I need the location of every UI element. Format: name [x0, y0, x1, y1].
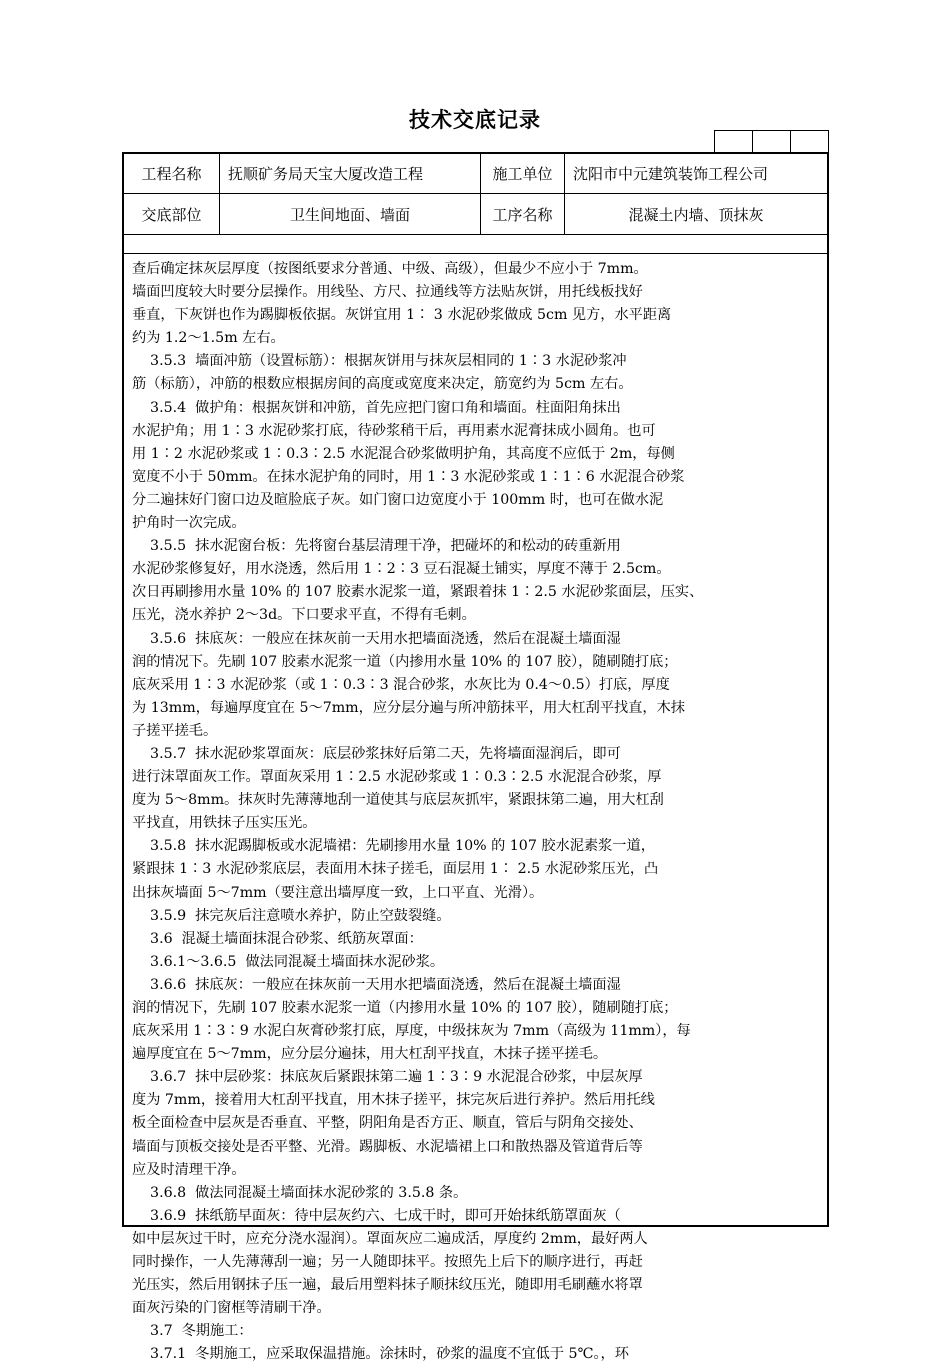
content-line: 墙面凹度较大时要分层操作。用线坠、方尺、拉通线等方法贴灰饼，用托线板找好	[132, 284, 643, 301]
content-line: 遍厚度宜在 5～7mm，应分层分遍抹，用大杠刮平找直，木抹子搓平搓毛。	[132, 1046, 608, 1063]
content-line: 水泥护角；用 1∶3 水泥砂浆打底，待砂浆稍干后，再用素水泥膏抹成小圆角。也可	[132, 422, 656, 439]
row-divider	[124, 253, 827, 254]
content-line: 度为 7mm，接着用大杠刮平找直，用木抹子搓平，抹完灰后进行养护。然后用托线	[132, 1092, 655, 1109]
content-line: 分二遍抹好门窗口边及暄脸底子灰。如门窗口边宽度小于 100mm 时，也可在做水泥	[132, 491, 664, 508]
content-line: 筋（标筋），冲筋的根数应根据房间的高度或宽度来决定，筋宽约为 5cm 左右。	[132, 376, 633, 393]
content-line: 3.5.4 做护角：根据灰饼和冲筋，首先应把门窗口角和墙面。柱面阳角抹出	[132, 399, 621, 416]
content-line: 用 1∶2 水泥砂浆或 1∶0.3∶2.5 水泥混合砂浆做明护角，其高度不应低于 2m，每侧	[132, 445, 675, 462]
content-line: 润的情况下，先刷 107 胶素水泥浆一道（内掺用水量 10% 的 107 胶），随刷随打底；	[132, 1000, 678, 1016]
document-title: 技术交底记录	[409, 108, 541, 132]
handover-part-label: 交底部位	[141, 205, 202, 224]
process-name-label: 工序名称	[492, 205, 553, 224]
record-number-box-2	[752, 130, 791, 152]
content-line: 底灰采用 1∶3 水泥砂浆（或 1∶0.3∶3 混合砂浆，水灰比为 0.4～0.5）打底，厚度	[132, 676, 670, 693]
content-line: 3.6.9 抹纸筋早面灰：待中层灰约六、七成干时，即可开始抹纸筋罩面灰（	[132, 1207, 621, 1224]
content-line: 宽度不小于 50mm。在抹水泥护角的同时，用 1∶3 水泥砂浆或 1∶1∶6 水泥混合砂浆	[132, 468, 685, 485]
content-line: 3.6.6 抹底灰：一般应在抹灰前一天用水把墙面浇透，然后在混凝土墙面湿	[132, 976, 621, 993]
record-number-box-3	[790, 130, 829, 152]
process-name-value: 混凝土内墙、顶抹灰	[628, 205, 764, 224]
record-number-box-1	[714, 130, 753, 152]
content-line: 3.7 冬期施工：	[132, 1323, 253, 1340]
content-line: 3.5.7 抹水泥砂浆罩面灰：底层砂浆抹好后第二天，先将墙面湿润后，即可	[132, 745, 621, 762]
construction-unit-value: 沈阳市中元建筑装饰工程公司	[573, 165, 769, 183]
content-line: 同时操作，一人先薄薄刮一遍；另一人随即抹平。按照先上后下的顺序进行，再赶	[132, 1254, 643, 1271]
handover-content	[132, 258, 822, 1367]
content-line: 压光，浇水养护 2～3d。下口要求平直，不得有毛刺。	[132, 607, 476, 624]
content-line: 面灰污染的门窗框等清刷干净。	[132, 1300, 331, 1317]
row-divider	[124, 234, 827, 235]
content-line: 墙面与顶板交接处是否平整、光滑。踢脚板、水泥墙裙上口和散热器及管道背后等	[132, 1138, 643, 1155]
content-line: 如中层灰过干时，应充分浇水湿润）。罩面灰应二遍成活，厚度约 2mm，最好两人	[132, 1230, 648, 1247]
project-name-label: 工程名称	[141, 165, 202, 183]
content-line: 子搓平搓毛。	[132, 722, 218, 739]
content-line: 垂直，下灰饼也作为踢脚板依据。灰饼宜用 1∶ 3 水泥砂浆做成 5cm 见方，水平距离	[132, 307, 672, 324]
content-line: 水泥砂浆修复好，用水浇透，然后用 1∶2∶3 豆石混凝土铺实，厚度不薄于 2.5cm。	[132, 561, 671, 578]
project-name-value: 抚顺矿务局天宝大厦改造工程	[228, 165, 424, 183]
record-table	[122, 152, 829, 1363]
content-line: 润的情况下。先刷 107 胶素水泥浆一道（内掺用水量 10% 的 107 胶），随刷随打底；	[132, 653, 678, 670]
content-line: 3.5.6 抹底灰：一般应在抹灰前一天用水把墙面浇透，然后在混凝土墙面湿	[132, 630, 621, 647]
content-line: 3.6.1～3.6.5 做法同混凝土墙面抹水泥砂浆。	[132, 953, 445, 970]
content-line: 3.5.8 抹水泥踢脚板或水泥墙裙：先刷掺用水量 10% 的 107 胶水泥素浆一道，	[132, 838, 655, 855]
content-line: 次日再刷掺用水量 10% 的 107 胶素水泥浆一道，紧跟着抹 1∶2.5 水泥砂浆面层，压实、	[132, 584, 704, 601]
content-line: 紧跟抹 1∶3 水泥砂浆底层，表面用木抹子搓毛，面层用 1∶ 2.5 水泥砂浆压光，凸	[132, 861, 659, 878]
content-line: 查后确定抹灰层厚度（按图纸要求分普通、中级、高级），但最少不应小于 7mm。	[132, 261, 648, 277]
content-line: 应及时清理干净。	[132, 1161, 246, 1178]
content-line: 底灰采用 1∶3∶9 水泥白灰膏砂浆打底，厚度，中级抹灰为 7mm（高级为 11mm），每	[132, 1023, 691, 1040]
content-line: 护角时一次完成。	[132, 515, 246, 532]
content-line: 3.5.3 墙面冲筋（设置标筋）：根据灰饼用与抹灰层相同的 1∶3 水泥砂浆冲	[132, 353, 627, 370]
content-line: 板全面检查中层灰是否垂直、平整，阴阳角是否方正、顺直，管后与阴角交接处、	[132, 1115, 643, 1132]
content-line: 3.7.1 冬期施工，应采取保温措施。涂抹时，砂浆的温度不宜低于 5℃。，环	[132, 1346, 629, 1363]
content-line: 平找直，用铁抹子压实压光。	[132, 815, 317, 832]
content-line: 度为 5～8mm。抹灰时先薄薄地刮一道使其与底层灰抓牢，紧跟抹第二遍，用大杠刮	[132, 792, 664, 809]
content-line: 为 13mm，每遍厚度宜在 5～7mm，应分层分遍与所冲筋抹平，用大杠刮平找直，木抹	[132, 699, 685, 716]
content-line: 光压实，然后用钢抹子压一遍，最后用塑料抹子顺抹纹压光，随即用毛刷蘸水将罩	[132, 1277, 643, 1294]
content-line: 3.6.8 做法同混凝土墙面抹水泥砂浆的 3.5.8 条。	[132, 1184, 468, 1201]
content-line: 出抹灰墙面 5～7mm（要注意出墙厚度一致，上口平直、光滑）。	[132, 884, 544, 901]
content-line: 3.5.5 抹水泥窗台板：先将窗台基层清理干净，把碰坏的和松动的砖重新用	[132, 538, 621, 555]
content-line: 约为 1.2～1.5m 左右。	[132, 330, 285, 347]
content-line: 3.6.7 抹中层砂浆：抹底灰后紧跟抹第二遍 1∶3∶9 水泥混合砂浆，中层灰厚	[132, 1069, 643, 1086]
handover-part-value: 卫生间地面、墙面	[289, 205, 410, 224]
content-line: 3.5.9 抹完灰后注意喷水养护，防止空鼓裂缝。	[132, 907, 451, 924]
content-line: 3.6 混凝土墙面抹混合砂浆、纸筋灰罩面：	[132, 930, 423, 947]
content-line: 进行沫罩面灰工作。罩面灰采用 1∶2.5 水泥砂浆或 1∶0.3∶2.5 水泥混合砂浆，厚	[132, 769, 662, 786]
construction-unit-label: 施工单位	[492, 165, 553, 183]
